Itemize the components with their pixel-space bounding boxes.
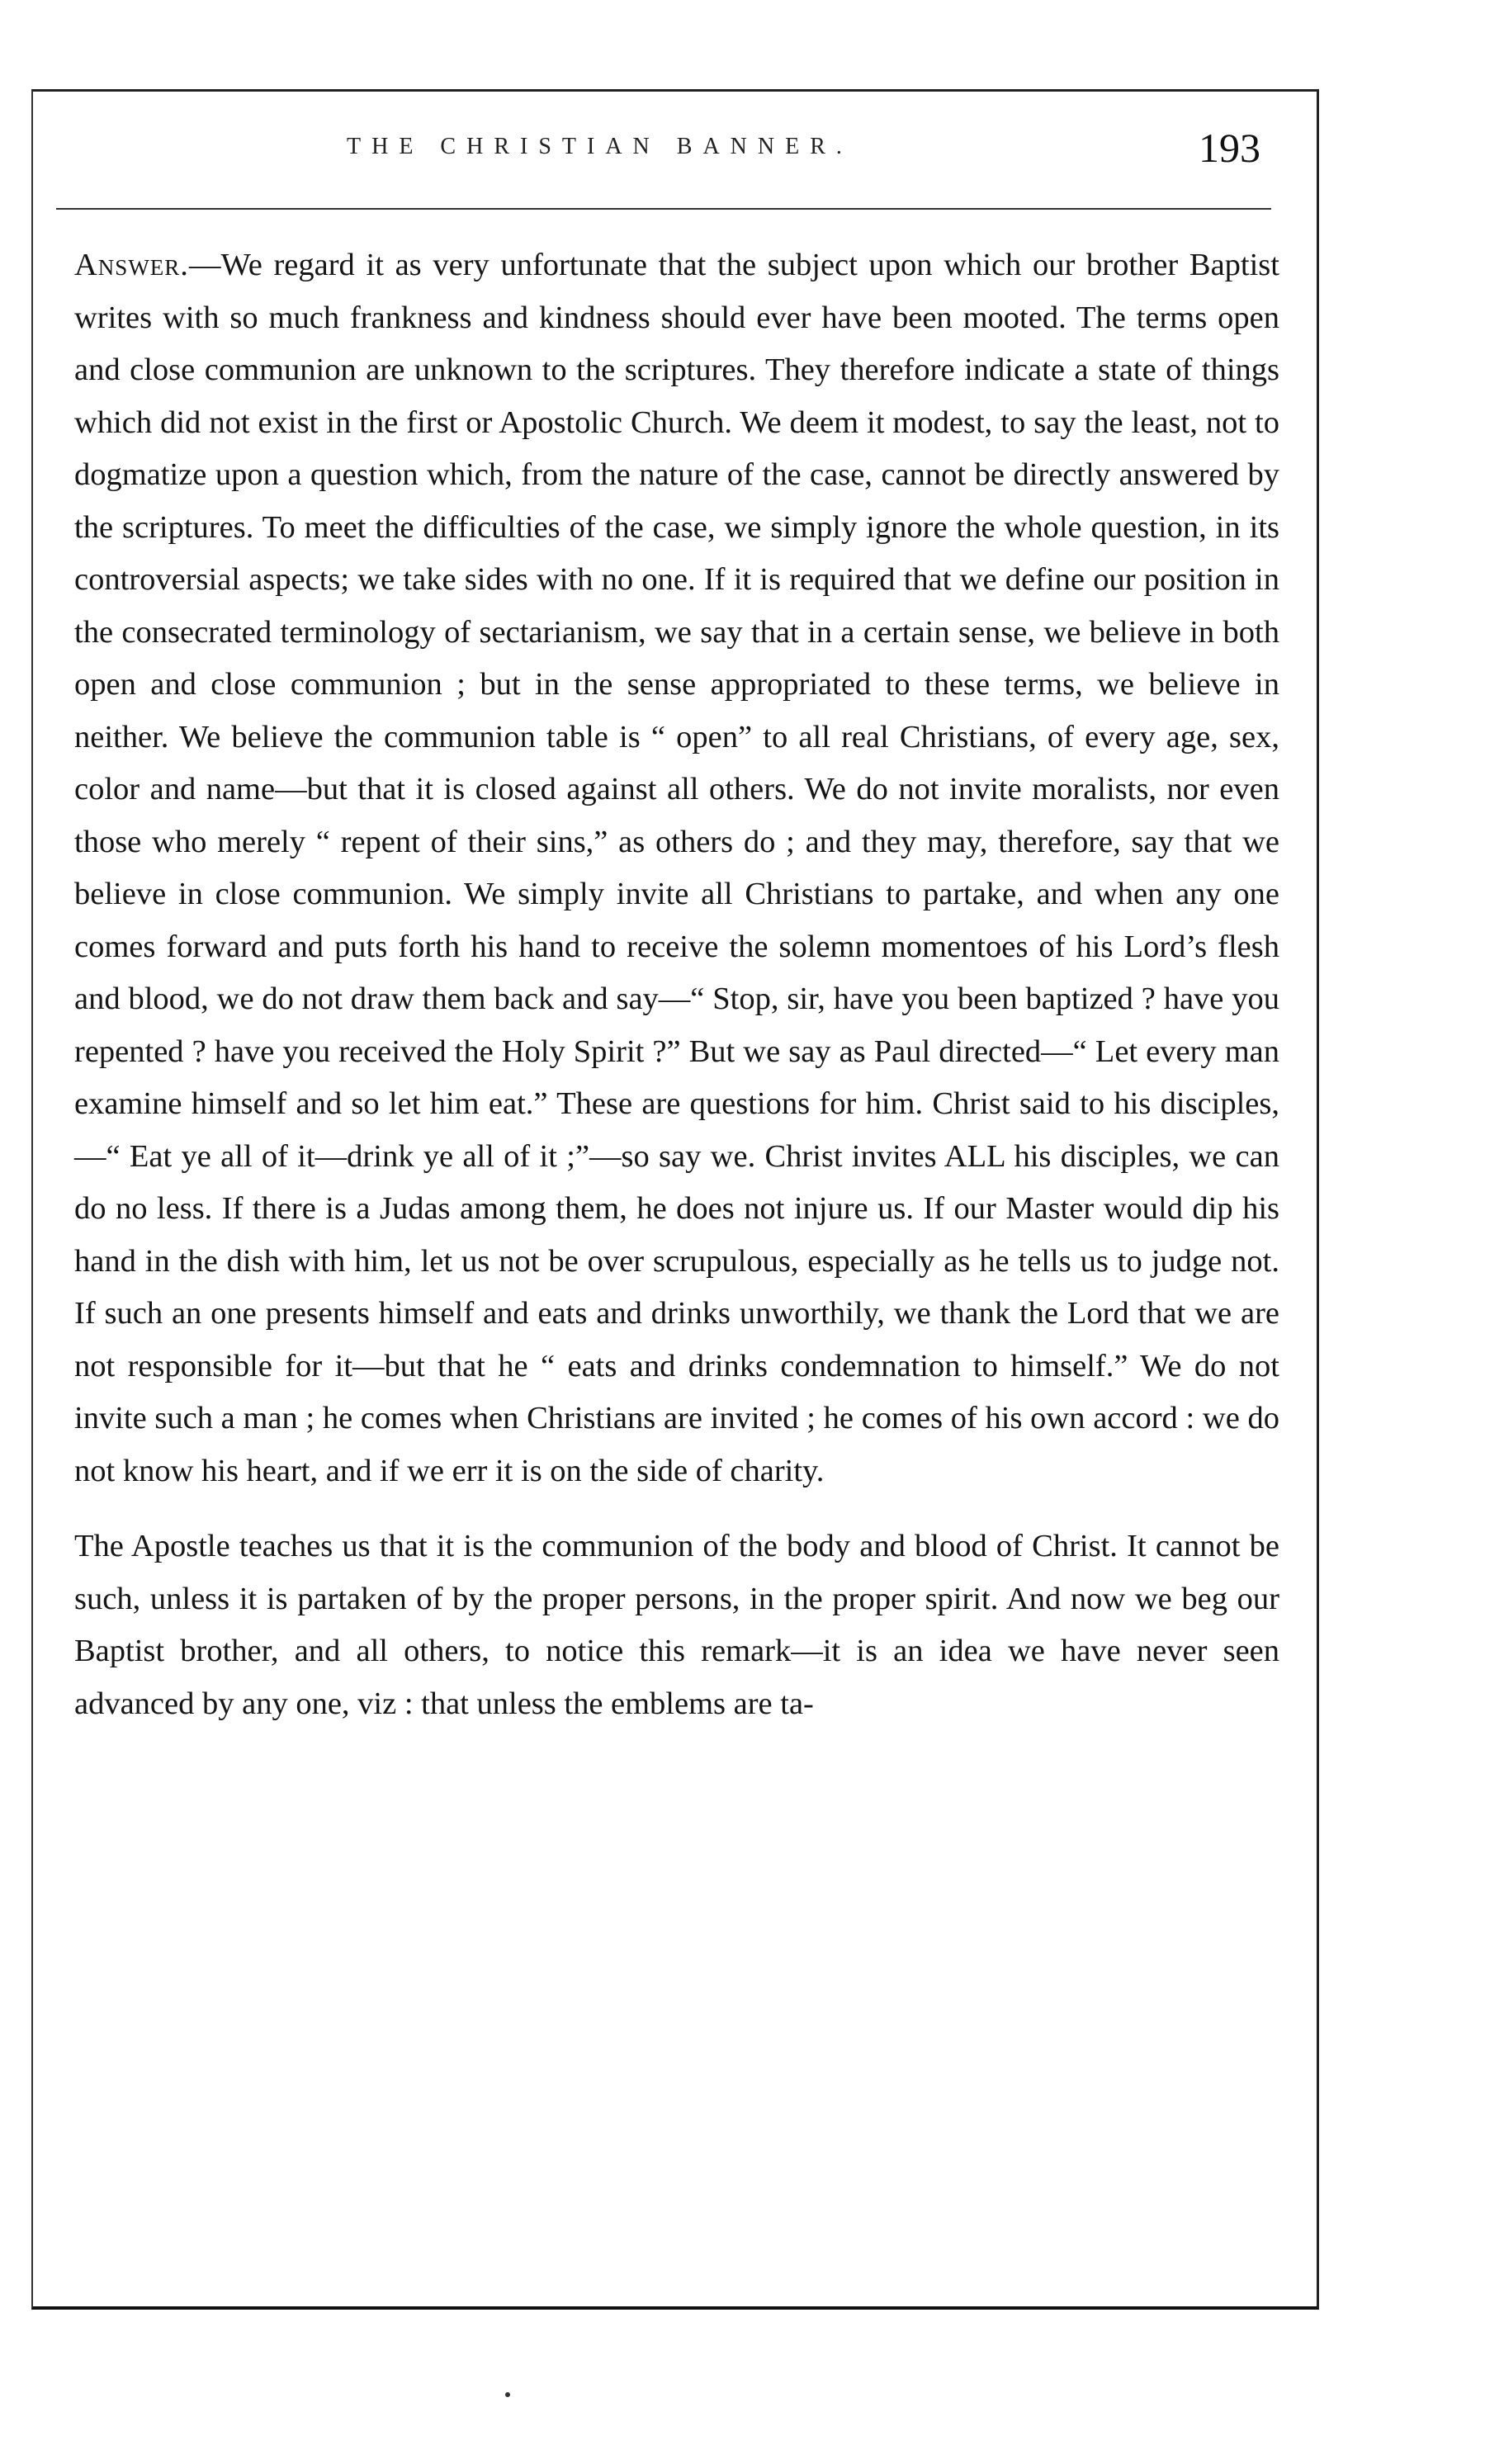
page-header: [0, 124, 1485, 190]
paragraph-apostle: [74, 1520, 1279, 1730]
page-number: 193: [1199, 125, 1260, 171]
apostle-text: The Apostle teaches us that it is the communion of the body and blood of Christ. It cannot be such, unless it is partaken of by the proper persons, in the proper spirit. And now we beg our Baptist brother, and all others, to notice this remark—it is an idea we have never seen advanced by any one, viz : that unless the emblems are ta-: [74, 1529, 1279, 1721]
running-head: THE CHRISTIAN BANNER.: [347, 134, 853, 159]
answer-lead: Answer.: [74, 248, 189, 282]
header-rule: [56, 208, 1271, 210]
stray-mark: [505, 2392, 510, 2397]
article-body: [74, 239, 1279, 1730]
paragraph-answer: [74, 239, 1279, 1497]
answer-text: —We regard it as very unfortunate that the subject upon which our brother Baptist writes with so much frankness and kindness should ever have been mooted. The terms open and close communion are unknown to the scriptures. They therefore indicate a state of things which did not exist in the first or Apostolic Church. We deem it modest, to say the least, not to dogmatize upon a question which, from the nature of the case, cannot be directly answered by the scriptures. To meet the difficulties of the case, we simply ignore the whole question, in its controversial aspects; we take sides with no one. If it is required that we define our position in the consecrated terminology of sectarianism, we say that in a certain sense, we believe in both open and close communion ; but in the sense appropriated to these terms, we believe in neither. We believe the communion table is “ open” to all real Christians, of every age, sex, color and name—but that it is closed against all others. We do not invite moralists, nor even those who merely “ repent of their sins,” as others do ; and they may, therefore, say that we believe in close communion. We simply invite all Christians to partake, and when any one comes forward and puts forth his hand to receive the solemn momentoes of his Lord’s flesh and blood, we do not draw them back and say—“ Stop, sir, have you been baptized ? have you repented ? have you received the Holy Spirit ?” But we say as Paul directed—“ Let every man examine himself and so let him eat.” These are questions for him. Christ said to his disciples,—“ Eat ye all of it—drink ye all of it ;”—so say we. Christ invites ALL his disciples, we can do no less. If there is a Judas among them, he does not injure us. If our Master would dip his hand in the dish with him, let us not be over scrupulous, especially as he tells us to judge not. If such an one presents himself and eats and drinks unworthily, we thank the Lord that we are not responsible for it—but that he “ eats and drinks condemnation to himself.” We do not invite such a man ; he comes when Christians are invited ; he comes of his own accord : we do not know his heart, and if we err it is on the side of charity.: [74, 248, 1279, 1488]
